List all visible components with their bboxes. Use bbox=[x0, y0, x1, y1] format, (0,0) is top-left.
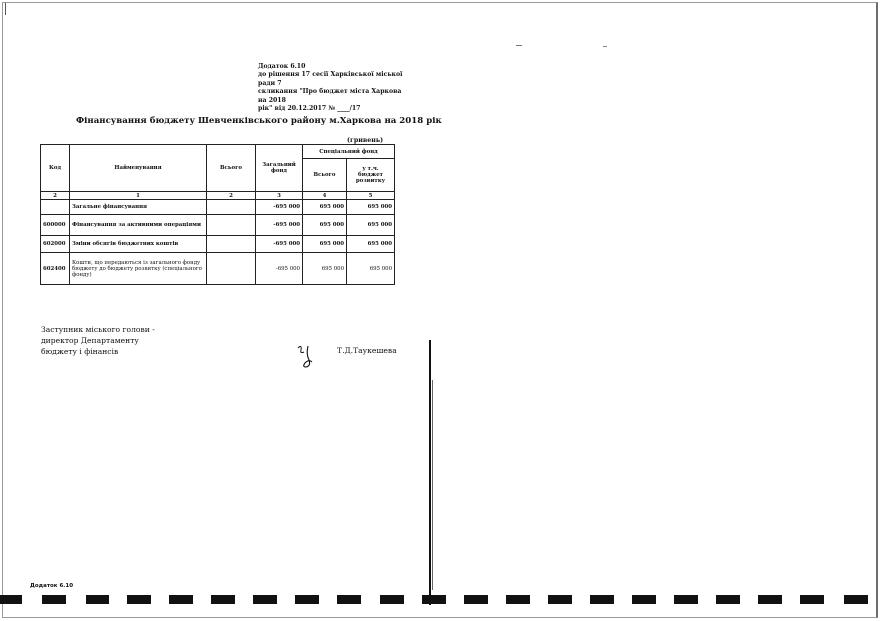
signatory-role-line: бюджету і фінансів bbox=[41, 347, 119, 356]
index-cell: 4 bbox=[303, 192, 347, 200]
scan-border-bars bbox=[0, 593, 882, 605]
row-special-dev: 695 000 bbox=[347, 253, 395, 285]
row-name: Кошти, що передаються із загального фонду бюджету до бюджету розвитку (спеціального фонду) bbox=[70, 253, 207, 285]
row-special-total: 695 000 bbox=[303, 215, 347, 236]
row-special-total: 695 000 bbox=[303, 200, 347, 215]
appendix-note-line: до рішення 17 сесії Харківської міської ради 7 bbox=[258, 71, 403, 87]
row-general: -695 000 bbox=[256, 200, 303, 215]
header-special-fund: Спеціальний фонд bbox=[303, 145, 395, 159]
row-special-dev: 695 000 bbox=[347, 236, 395, 253]
page-frame bbox=[2, 2, 878, 618]
row-code: 600000 bbox=[41, 215, 70, 236]
appendix-note-line: рік" від 20.12.2017 № ____/17 bbox=[258, 105, 361, 113]
scan-mark bbox=[516, 45, 522, 46]
row-code bbox=[41, 200, 70, 215]
appendix-note bbox=[258, 63, 408, 113]
appendix-note-line: Додаток 6.10 bbox=[258, 63, 306, 70]
row-name: Зміни обсягів бюджетних коштів bbox=[70, 236, 207, 253]
handwritten-signature bbox=[292, 342, 320, 370]
signatory-name: Т.Д.Таукешева bbox=[337, 346, 397, 355]
header-code: Код bbox=[41, 145, 70, 192]
index-row bbox=[41, 192, 395, 200]
row-total bbox=[207, 253, 256, 285]
table-row bbox=[41, 253, 395, 285]
row-name: Загальне фінансування bbox=[70, 200, 207, 215]
row-code: 602000 bbox=[41, 236, 70, 253]
row-total bbox=[207, 236, 256, 253]
index-cell: 2 bbox=[207, 192, 256, 200]
scan-mark bbox=[603, 46, 607, 47]
row-special-total: 695 000 bbox=[303, 253, 347, 285]
row-special-total: 695 000 bbox=[303, 236, 347, 253]
row-general: -695 000 bbox=[256, 236, 303, 253]
scan-artifact-line bbox=[432, 380, 433, 590]
row-general: -695 000 bbox=[256, 253, 303, 285]
header-general-fund: Загальний фонд bbox=[256, 145, 303, 192]
footer-appendix-label: Додаток 6.10 bbox=[30, 583, 74, 589]
row-name: Фінансування за активними операціями bbox=[70, 215, 207, 236]
index-cell: 1 bbox=[70, 192, 207, 200]
scan-artifact-line bbox=[429, 340, 431, 605]
table-row bbox=[41, 200, 395, 215]
index-cell: 3 bbox=[256, 192, 303, 200]
header-total: Всього bbox=[207, 145, 256, 192]
header-name: Найменування bbox=[70, 145, 207, 192]
header-special-dev: у т.ч. бюджет розвитку bbox=[347, 159, 395, 192]
row-total bbox=[207, 200, 256, 215]
table-row bbox=[41, 236, 395, 253]
row-general: -695 000 bbox=[256, 215, 303, 236]
financing-table bbox=[40, 144, 395, 285]
table-row bbox=[41, 215, 395, 236]
index-cell: 2 bbox=[41, 192, 70, 200]
signatory-role bbox=[41, 324, 181, 357]
row-special-dev: 695 000 bbox=[347, 215, 395, 236]
header-special-total: Всього bbox=[303, 159, 347, 192]
row-total bbox=[207, 215, 256, 236]
row-code: 602400 bbox=[41, 253, 70, 285]
document-title: Фінансування бюджету Шевченківського району м.Харкова на 2018 рік bbox=[76, 116, 442, 126]
signatory-role-line: Заступник міського голови - bbox=[41, 325, 155, 334]
unit-label: (гривень) bbox=[347, 137, 384, 144]
appendix-note-line: скликання "Про бюджет міста Харкова на 2018 bbox=[258, 88, 402, 104]
index-cell: 5 bbox=[347, 192, 395, 200]
signatory-role-line: директор Департаменту bbox=[41, 336, 139, 345]
row-special-dev: 695 000 bbox=[347, 200, 395, 215]
scan-mark bbox=[5, 3, 6, 15]
